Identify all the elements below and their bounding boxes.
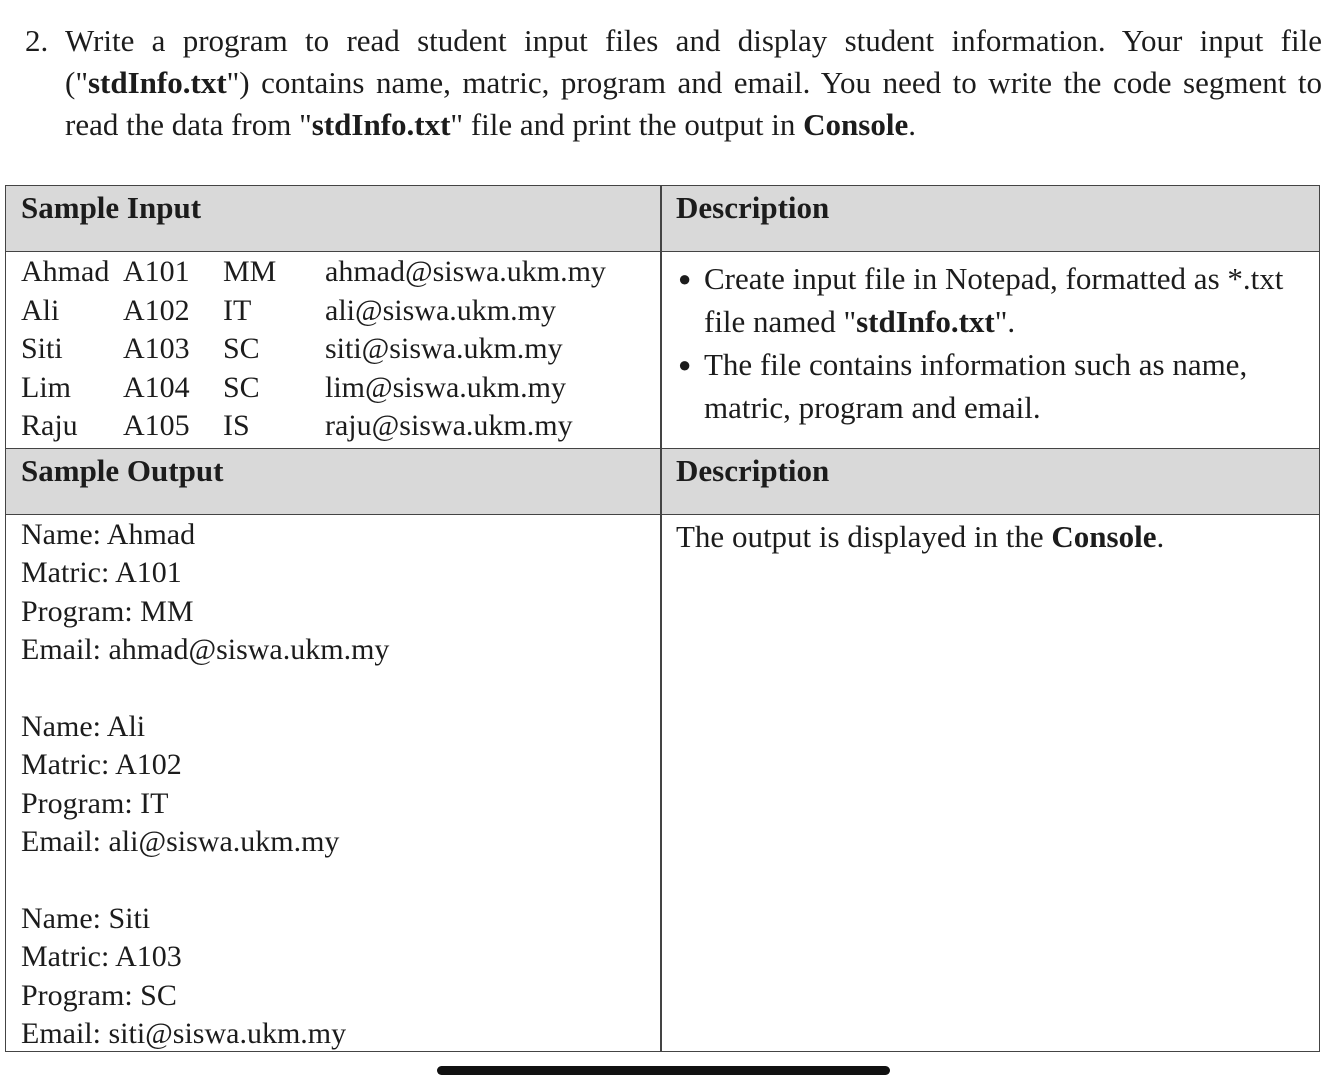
sample-output-data (21, 516, 389, 1054)
output-line-email: Email: siti@siswa.ukm.my (21, 1017, 347, 1051)
input-row (21, 292, 606, 331)
console-bold: Console (1051, 519, 1157, 554)
input-description (668, 257, 1318, 429)
output-line-email: Email: ali@siswa.ukm.my (21, 825, 340, 859)
input-cell-matric: A105 (123, 409, 190, 442)
home-indicator[interactable] (437, 1066, 890, 1075)
output-line-name: Name: Siti (21, 902, 151, 936)
bullet-icon: ● (678, 266, 692, 291)
sample-table (5, 185, 1320, 1052)
input-cell-matric: A102 (123, 293, 190, 327)
input-cell-program: MM (223, 255, 277, 288)
question-text-part: ") contains name, matric, program and email. You need to write the code segment to read the data from " (65, 65, 1322, 142)
input-row (21, 253, 606, 292)
input-cell-email: siti@siswa.ukm.my (325, 332, 563, 365)
output-line-matric: Matric: A102 (21, 748, 182, 782)
input-cell-program: IS (223, 409, 250, 442)
input-cell-name: Ali (21, 293, 60, 327)
sample-input-data (21, 253, 606, 446)
output-record (21, 516, 389, 670)
output-description-text: The output is displayed in the (676, 519, 1052, 554)
input-cell-name: Raju (21, 409, 78, 442)
input-cell-program: IT (223, 293, 252, 327)
question-number: 2. (25, 23, 49, 58)
input-cell-email: ahmad@siswa.ukm.my (325, 255, 606, 288)
input-cell-email: ali@siswa.ukm.my (325, 293, 556, 327)
input-cell-name: Siti (21, 332, 63, 365)
question-text-part: " file and print the output in (450, 107, 804, 142)
bullet-item (668, 257, 1318, 343)
input-row (21, 407, 606, 446)
input-cell-name: Ahmad (21, 255, 110, 288)
header-band-input (6, 186, 1319, 252)
output-line-program: Program: MM (21, 594, 194, 628)
input-cell-matric: A103 (123, 332, 190, 365)
question (22, 20, 1322, 146)
bullet-text: The file contains information such as name, matric, program and email. (704, 347, 1248, 425)
sample-input-header: Sample Input (21, 190, 202, 225)
input-cell-email: lim@siswa.ukm.my (325, 370, 566, 404)
input-cell-program: SC (223, 370, 260, 404)
output-line-matric: Matric: A103 (21, 940, 182, 974)
input-cell-email: raju@siswa.ukm.my (325, 409, 573, 442)
bullet-item (668, 343, 1318, 429)
output-record (21, 708, 389, 862)
filename-bold: stdInfo.txt (311, 107, 451, 142)
question-text-part: Write a program to read student input files and display student information. Your input file (" (65, 23, 1322, 100)
output-line-name: Name: Ahmad (21, 518, 196, 551)
question-text-part: . (908, 107, 916, 142)
filename-bold: stdInfo.txt (87, 65, 227, 100)
input-cell-matric: A104 (123, 370, 190, 404)
sample-output-header: Sample Output (21, 453, 224, 488)
output-description (676, 518, 1164, 557)
question-text (65, 20, 1322, 146)
input-cell-program: SC (223, 332, 260, 365)
input-cell-name: Lim (21, 370, 71, 404)
output-record (21, 900, 389, 1054)
output-line-matric: Matric: A101 (21, 556, 182, 590)
input-row (21, 369, 606, 408)
description-header-output: Description (676, 453, 830, 488)
console-bold: Console (803, 107, 909, 142)
output-line-email: Email: ahmad@siswa.ukm.my (21, 633, 390, 667)
bullet-text: Create input file in Notepad, formatted as *.txt file named " (704, 261, 1284, 339)
input-row (21, 330, 606, 369)
column-divider (660, 186, 662, 1051)
output-description-text: . (1156, 519, 1165, 554)
output-line-name: Name: Ali (21, 710, 146, 744)
filename-bold: stdInfo.txt (856, 304, 995, 339)
bullet-icon: ● (678, 352, 692, 377)
description-header-input: Description (676, 190, 830, 225)
bullet-text: ". (994, 304, 1016, 339)
output-line-program: Program: IT (21, 786, 169, 820)
input-cell-matric: A101 (123, 255, 190, 288)
output-line-program: Program: SC (21, 978, 177, 1012)
